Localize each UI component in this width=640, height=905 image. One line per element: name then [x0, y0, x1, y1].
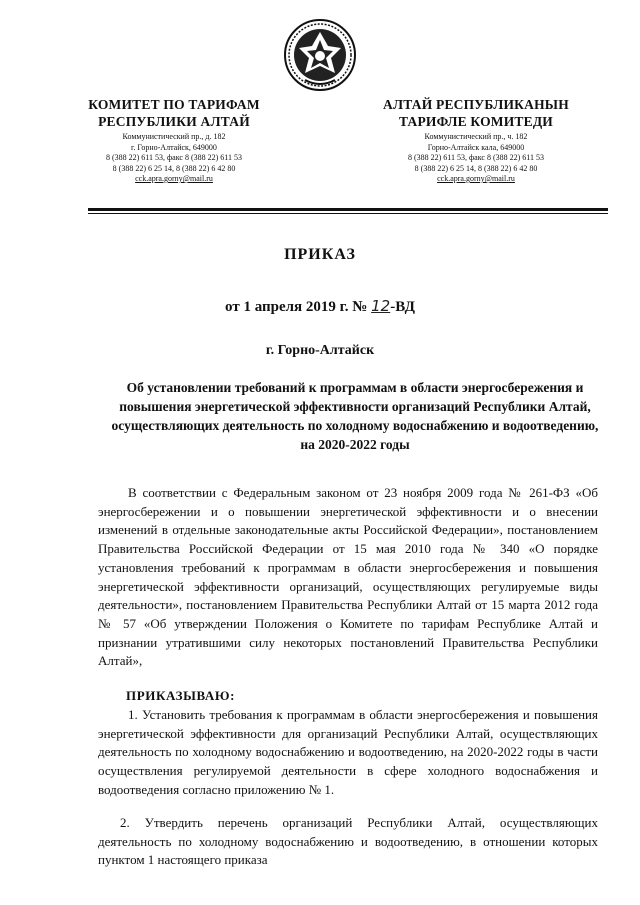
- header-right-block: [366, 96, 586, 185]
- phone-line2: 8 (388 22) 6 25 14, 8 (388 22) 6 42 80: [112, 163, 236, 173]
- address-line2: г. Горно-Алтайск, 649000: [131, 142, 217, 152]
- header-divider-thin: [88, 213, 608, 214]
- address-line1: Коммунистический пр., ч. 182: [424, 132, 528, 141]
- org-name-line1: АЛТАЙ РЕСПУБЛИКАНЫН: [383, 97, 569, 112]
- date-number-line: [0, 297, 640, 316]
- phone-line1: 8 (388 22) 611 53, факс 8 (388 22) 611 53: [105, 153, 243, 162]
- document-type-title: ПРИКАЗ: [284, 246, 356, 263]
- order-item-1: 1. Установить требования к программам в области энергосбережения и повышения энергетической эффективности для организаций Республики Алтай, осуществляющих деятельность по холодному водоснабжению и водоотведению, на 2020-2022 годы в части осуществления регулируемой деятельности в сфере холодного водоснабжения и водоотведения согласно приложению № 1.: [98, 707, 598, 797]
- order-subject: Об установлении требований к программам в области энергосбережения и повышения энергетической эффективности организаций Республики Алтай, осуществляющих деятельность по холодному водоснабжению и водоотведению, на 2020-2022 годы: [111, 380, 599, 452]
- header-divider-thick: [88, 208, 608, 211]
- header-left-block: [64, 96, 284, 185]
- phone-line1: 8 (388 22) 611 53, факс 8 (388 22) 611 53: [407, 153, 545, 162]
- email-link[interactable]: cck.apra.gorny@mail.ru: [437, 174, 515, 183]
- preamble-paragraph: В соответствии с Федеральным законом от 23 ноября 2009 года № 261-ФЗ «Об энергосбережении и о повышении энергетической эффективности и о внесении изменений в отдельные законодательные акты Российской Федерации», постановлением Правительства Российской Федерации от 15 мая 2010 года № 340 «О порядке установления требований к программам в области энергосбережения и повышения энергетической эффективности организаций, осуществляющих регулируемые виды деятельности», постановлением Правительства Республики Алтай от 15 марта 2012 года № 57 «Об утверждении Положения о Комитете по тарифам Республике Алтай и признании утратившими силу некоторых постановлений Правительства Республики Алтай»,: [98, 485, 598, 669]
- order-number-suffix: -ВД: [390, 299, 415, 315]
- order-word: ПРИКАЗЫВАЮ:: [126, 688, 236, 703]
- email-link[interactable]: cck.apra.gorny@mail.ru: [135, 174, 213, 183]
- org-name-line2: РЕСПУБЛИКИ АЛТАЙ: [98, 114, 250, 129]
- city-line: г. Горно-Алтайск: [265, 343, 375, 358]
- address-line1: Коммунистический пр., д. 182: [122, 132, 226, 141]
- org-name-line2: ТАРИФЛЕ КОМИТЕДИ: [398, 114, 554, 129]
- coat-of-arms-emblem-icon: [283, 18, 357, 92]
- org-name-line1: КОМИТЕТ ПО ТАРИФАМ: [88, 97, 260, 112]
- phone-line2: 8 (388 22) 6 25 14, 8 (388 22) 6 42 80: [414, 163, 538, 173]
- order-item-2: 2. Утвердить перечень организаций Республики Алтай, осуществляющих деятельность по холодному водоснабжению и водоотведению, в отношении которых пунктом 1 настоящего приказа: [98, 815, 598, 868]
- order-number-handwritten: 12: [371, 297, 391, 315]
- address-line2: Горно-Алтайск кала, 649000: [427, 142, 525, 152]
- date-prefix: от 1 апреля 2019 г. №: [225, 299, 368, 315]
